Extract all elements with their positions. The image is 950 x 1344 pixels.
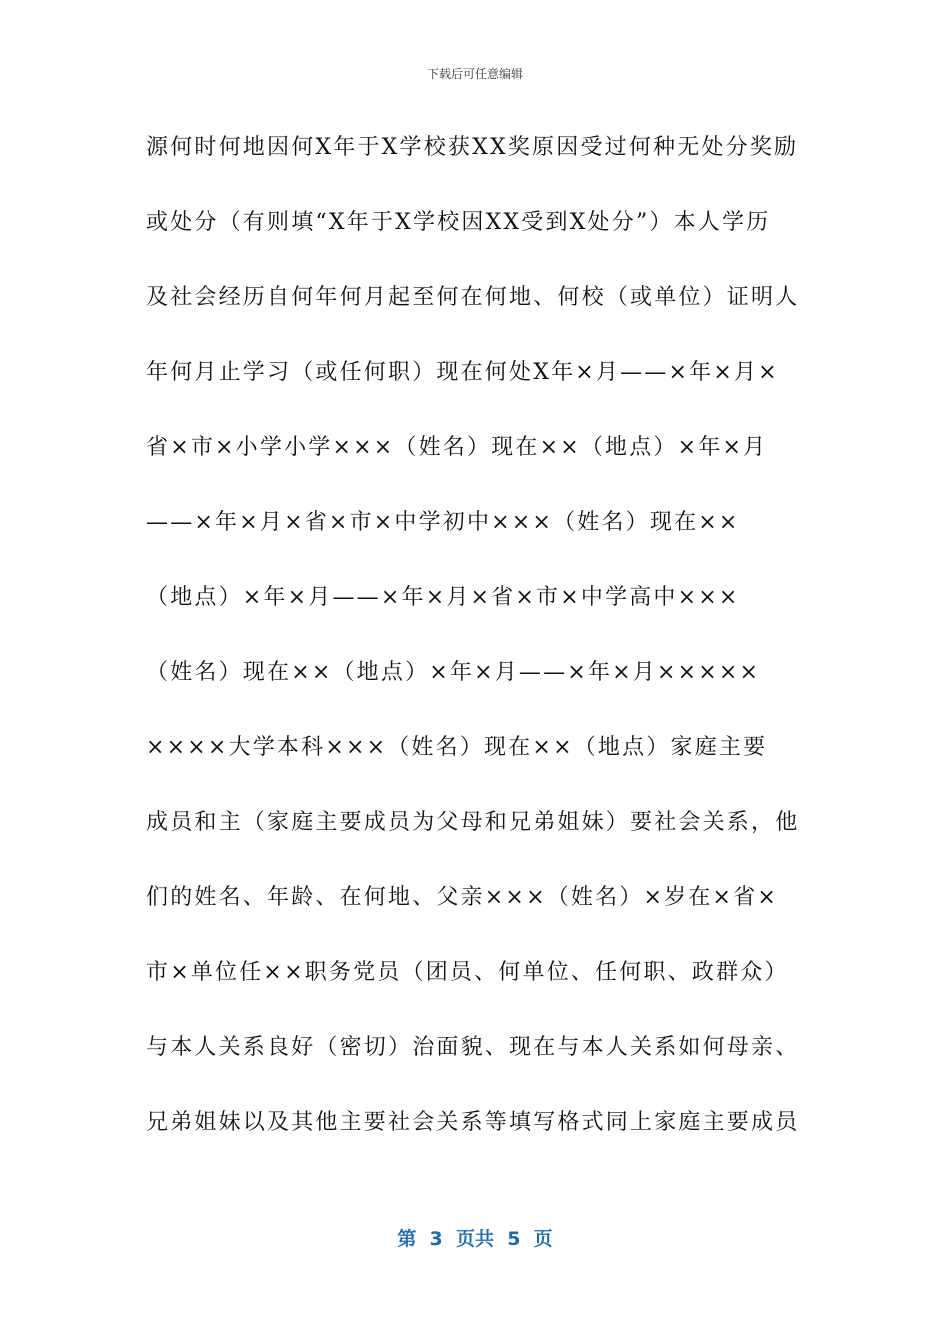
page-number-footer: 第 3 页共 5 页 xyxy=(397,1228,553,1250)
body-line-12: 市×单位任××职务党员（团员、何单位、任何职、政群众） xyxy=(146,960,789,985)
body-line-10: 成员和主（家庭主要成员为父母和兄弟姐妹）要社会关系，他 xyxy=(146,810,800,835)
body-line-7: （地点）×年×月——×年×月×省×市×中学高中××× xyxy=(146,585,740,610)
body-line-9: ××××大学本科×××（姓名）现在××（地点）家庭主要 xyxy=(146,735,768,760)
body-line-8: （姓名）现在××（地点）×年×月——×年×月××××× xyxy=(146,660,761,685)
body-line-6: ——×年×月×省×市×中学初中×××（姓名）现在×× xyxy=(146,510,740,535)
body-line-13: 与本人关系良好（密切）治面貌、现在与本人关系如何母亲、 xyxy=(146,1035,800,1060)
body-line-14: 兄弟姐妹以及其他主要社会关系等填写格式同上家庭主要成员 xyxy=(146,1110,800,1135)
body-line-5: 省×市×小学小学×××（姓名）现在××（地点）×年×月 xyxy=(146,435,768,460)
body-line-4: 年何月止学习（或任何职）现在何处X年×月——×年×月× xyxy=(146,360,779,385)
body-line-2: 或处分（有则填“X年于X学校因XX受到X处分”）本人学历 xyxy=(146,210,771,235)
body-line-3: 及社会经历自何年何月起至何在何地、何校（或单位）证明人 xyxy=(146,285,800,310)
body-line-11: 们的姓名、年龄、在何地、父亲×××（姓名）×岁在×省× xyxy=(146,885,779,910)
document-body xyxy=(146,110,806,1160)
body-line-1: 源何时何地因何X年于X学校获XX奖原因受过何种无处分奖励 xyxy=(146,135,799,160)
page-header-note: 下载后可任意编辑 xyxy=(426,67,523,81)
